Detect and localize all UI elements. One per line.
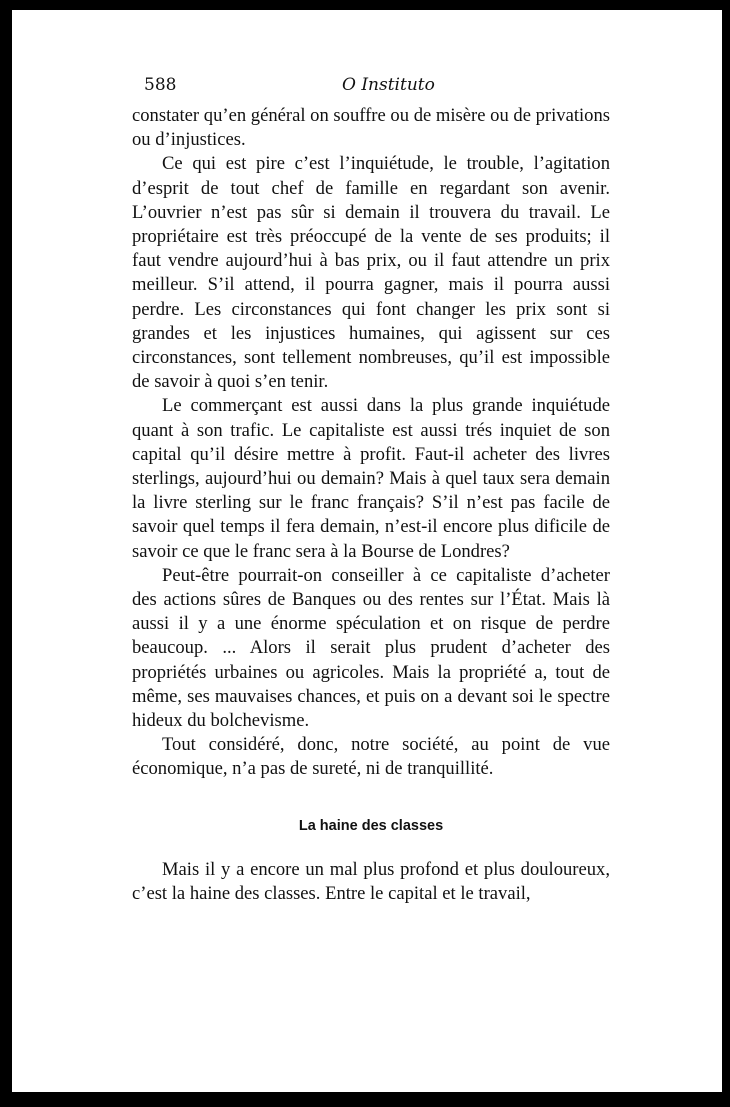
paragraph-continuation: constater qu’en général on souffre ou de misère ou de privations ou d’injustices.	[132, 105, 610, 151]
page-number: 588	[144, 75, 177, 95]
journal-title: O Instituto	[342, 75, 435, 95]
paragraph-inquietude: Ce qui est pire c’est l’inquiétude, le trouble, l’agitation d’esprit de tout chef de famille en regardant son avenir. L’ouvrier n’est pas sûr si demain il trouvera du travail. Le propriétaire est très préoccupé de la vente de ses produits; il faut vendre aujourd’hui à bas prix, ou il faut attendre un prix meilleur. S’il attend, il pourra gagner, mais il pourra aussi perdre. Les circonstances qui font changer les prix sont si grandes et les injustices humaines, qui agissent sur ces circonstances, sont tellement nombreuses, qu’il est impossible de savoir à quoi s’en tenir.	[132, 153, 610, 393]
paragraph-capitaliste: Peut-être pourrait-on conseiller à ce capitaliste d’acheter des actions sûres de Banques ou des rentes sur l’État. Mais là aussi il y a une énorme spéculation et on risque de perdre beaucoup. ... Alors il serait plus prudent d’acheter des propriétés urbaines ou agricoles. Mais la propriété a, tout de même, ses mauvaises chances, et puis on a devant soi le spectre hideux du bolchevisme.	[132, 564, 610, 732]
paragraph-haine: Mais il y a encore un mal plus profond et plus douloureux, c’est la haine des classes. Entre le capital et le travail,	[132, 858, 610, 904]
paragraph-conclusion: Tout considéré, donc, notre société, au point de vue économique, n’a pas de sureté, ni de tranquillité.	[132, 734, 610, 780]
paragraph-commercant: Le commerçant est aussi dans la plus grande inquiétude quant à son trafic. Le capitaliste est aussi trés inquiet de son capital qu’il désire mettre à profit. Faut-il acheter des livres sterlings, aujourd’hui ou demain? Mais à quel taux sera demain la livre sterling sur le franc français? S’il n’est pas facile de savoir quel temps il fera demain, n’est-il encore plus dificile de savoir ce que le franc sera à la Bourse de Londres?	[132, 395, 610, 562]
running-head	[144, 75, 622, 105]
section-heading: La haine des classes	[298, 817, 444, 834]
body-text	[132, 104, 610, 906]
